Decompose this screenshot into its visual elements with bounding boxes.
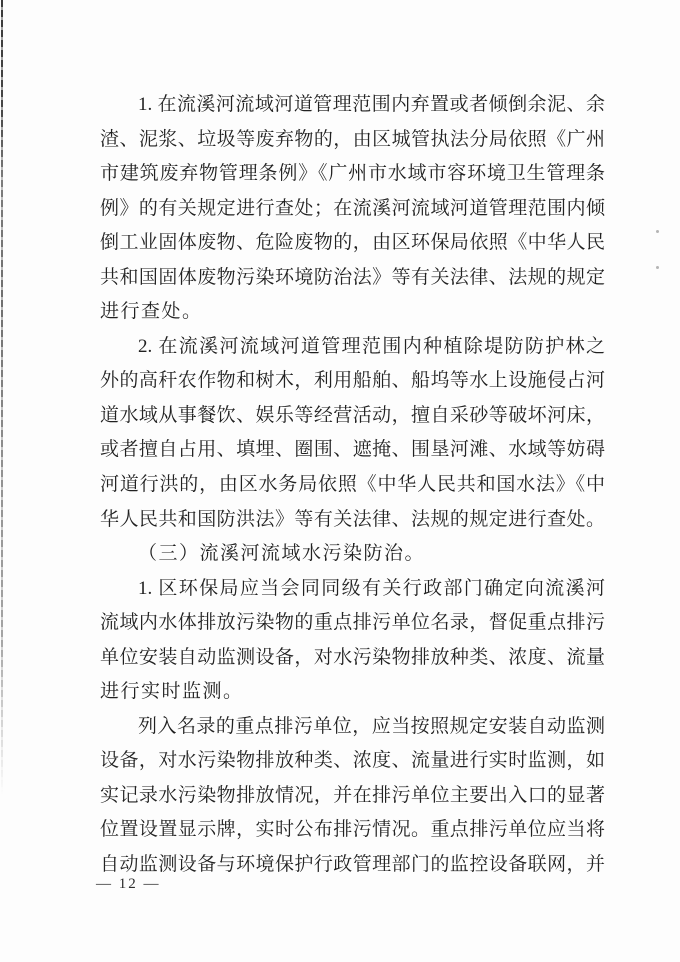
text-line: 自动监测设备与环境保护行政管理部门的监控设备联网，并	[100, 854, 605, 876]
text-line: 渣、泥浆、垃圾等废弃物的，由区城管执法分局依照《广州	[100, 128, 605, 150]
scan-artifact-left-edge	[1, 0, 3, 795]
text-line: 设备，对水污染物排放种类、浓度、流量进行实时监测，如	[100, 750, 605, 772]
text-line: 1. 区环保局应当会同同级有关行政部门确定向流溪河	[138, 577, 605, 599]
text-line: 共和国固体废物污染环境防治法》等有关法律、法规的规定	[100, 266, 605, 288]
text-line: 市建筑废弃物管理条例》《广州市水域市容环境卫生管理条	[100, 163, 605, 185]
text-line: 例》的有关规定进行查处；在流溪河流域河道管理范围内倾	[100, 197, 605, 219]
text-line: 实记录水污染物排放情况，并在排污单位主要出入口的显著	[100, 784, 605, 806]
scan-speck	[656, 266, 659, 269]
document-body	[100, 88, 605, 883]
text-line: 道水域从事餐饮、娱乐等经营活动，擅自采砂等破坏河床，	[100, 404, 605, 426]
text-line: 河道行洪的，由区水务局依照《中华人民共和国水法》《中	[100, 474, 605, 496]
text-line: 2. 在流溪河流域河道管理范围内种植除堤防防护林之	[138, 335, 605, 357]
text-line: 倒工业固体废物、危险废物的，由区环保局依照《中华人民	[100, 232, 605, 254]
text-line: 列入名录的重点排污单位，应当按照规定安装自动监测	[138, 715, 605, 737]
text-line: 进行实时监测。	[100, 681, 244, 703]
text-line: 单位安装自动监测设备，对水污染物排放种类、浓度、流量	[100, 646, 605, 668]
text-line: 1. 在流溪河流域河道管理范围内弃置或者倾倒余泥、余	[138, 94, 605, 115]
text-line: 流域内水体排放污染物的重点排污单位名录，督促重点排污	[100, 612, 605, 634]
section-heading: （三）流溪河流域水污染防治。	[138, 543, 426, 565]
page-number: — 12 —	[96, 876, 161, 892]
text-line: 进行查处。	[100, 301, 203, 323]
text-line: 华人民共和国防洪法》等有关法律、法规的规定进行查处。	[100, 508, 605, 530]
scan-speck	[656, 230, 659, 233]
text-line: 位置设置显示牌，实时公布排污情况。重点排污单位应当将	[100, 819, 605, 841]
text-line: 或者擅自占用、填埋、圈围、遮掩、围垦河滩、水域等妨碍	[100, 439, 605, 461]
text-line: 外的高秆农作物和树木，利用船舶、船坞等水上设施侵占河	[100, 370, 605, 392]
